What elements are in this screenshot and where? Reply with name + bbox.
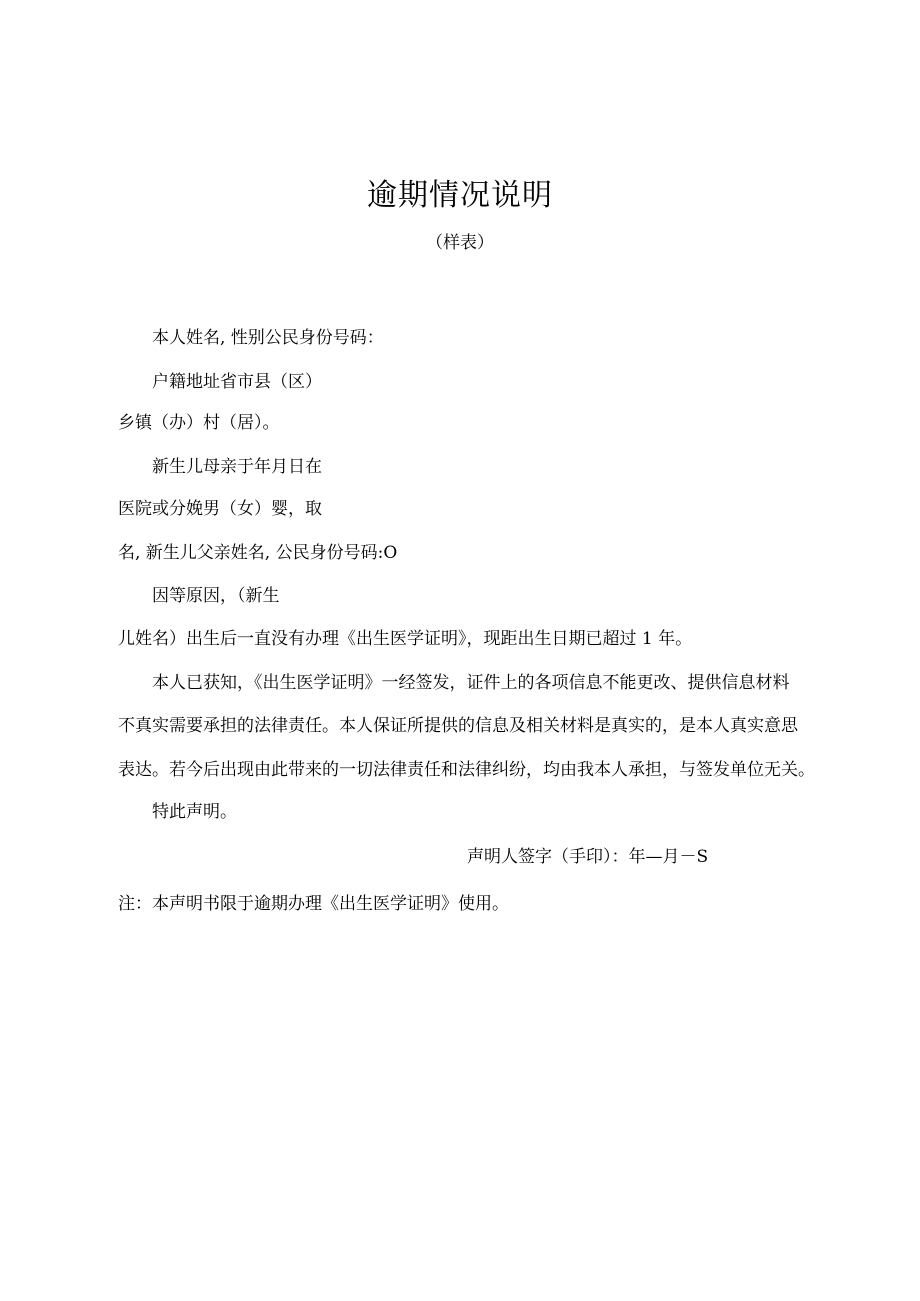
paragraph-line: 新生儿母亲于年月日在 bbox=[152, 457, 322, 477]
paragraph-line: 乡镇（办）村（居）。 bbox=[118, 413, 280, 433]
paragraph-line: 不真实需要承担的法律责任。本人保证所提供的信息及相关材料是真实的，是本人真实意思 bbox=[118, 716, 798, 736]
paragraph-line: 特此声明。 bbox=[152, 802, 237, 822]
paragraph-line: 表达。若今后出现由此带来的一切法律责任和法律纠纷，均由我本人承担，与签发单位无关。 bbox=[118, 760, 815, 780]
paragraph-line: 因等原因，（新生 bbox=[152, 586, 280, 606]
paragraph-line: 本人姓名, 性别公民身份号码： bbox=[152, 328, 384, 348]
signature-line: 声明人签字（手印）：年—月－S bbox=[467, 847, 709, 867]
document-title: 逾期情况说明 bbox=[367, 178, 553, 213]
paragraph-line: 儿姓名）出生后一直没有办理《出生医学证明》，现距出生日期已超过 1 年。 bbox=[118, 629, 693, 649]
paragraph-line: 名, 新生儿父亲姓名, 公民身份号码:O bbox=[118, 543, 398, 563]
paragraph-line: 医院或分娩男（女）婴，取 bbox=[118, 499, 322, 519]
document-subtitle: （样表） bbox=[426, 233, 494, 253]
paragraph-line: 本人已获知，《出生医学证明》一经签发，证件上的各项信息不能更改、提供信息材料 bbox=[152, 673, 790, 693]
paragraph-line: 户籍地址省市县（区） bbox=[152, 372, 322, 392]
footnote: 注：本声明书限于逾期办理《出生医学证明》使用。 bbox=[118, 894, 509, 914]
